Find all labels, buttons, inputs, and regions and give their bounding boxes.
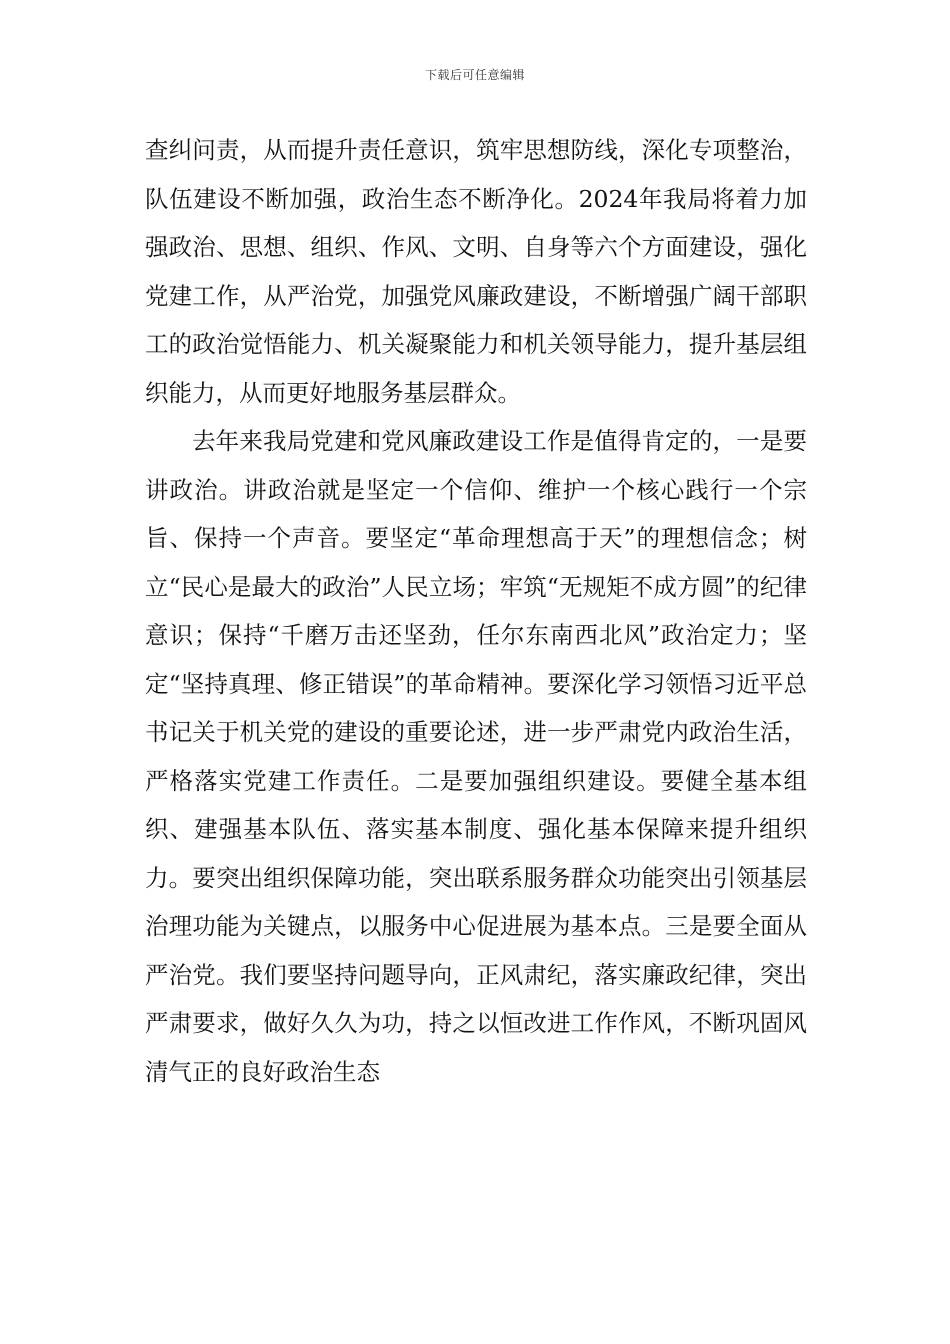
document-body	[145, 126, 807, 1096]
paragraph: 去年来我局党建和党风廉政建设工作是值得肯定的，一是要讲政治。讲政治就是坚定一个信仰、维护一个核心践行一个宗旨、保持一个声音。要坚定“革命理想高于天”的理想信念；树立“民心是最大的政治”人民立场；牢筑“无规矩不成方圆”的纪律意识；保持“千磨万击还坚劲，任尔东南西北风”政治定力；坚定“坚持真理、修正错误”的革命精神。要深化学习领悟习近平总书记关于机关党的建设的重要论述，进一步严肃党内政治生活，严格落实党建工作责任。二是要加强组织建设。要健全基本组织、建强基本队伍、落实基本制度、强化基本保障来提升组织力。要突出组织保障功能，突出联系服务群众功能突出引领基层治理功能为关键点，以服务中心促进展为基本点。三是要全面从严治党。我们要坚持问题导向，正风肃纪，落实廉政纪律，突出严肃要求，做好久久为功，持之以恒改进工作作风，不断巩固风清气正的良好政治生态	[145, 427, 807, 1086]
page-header: 下载后可任意编辑	[424, 68, 525, 82]
paragraph-continued: 查纠问责，从而提升责任意识，筑牢思想防线，深化专项整治，队伍建设不断加强，政治生态不断净化。2024年我局将着力加强政治、思想、组织、作风、文明、自身等六个方面建设，强化党建工作，从严治党，加强党风廉政建设，不断增强广阔干部职工的政治觉悟能力、机关凝聚能力和机关领导能力，提升基层组织能力，从而更好地服务基层群众。	[145, 136, 807, 407]
